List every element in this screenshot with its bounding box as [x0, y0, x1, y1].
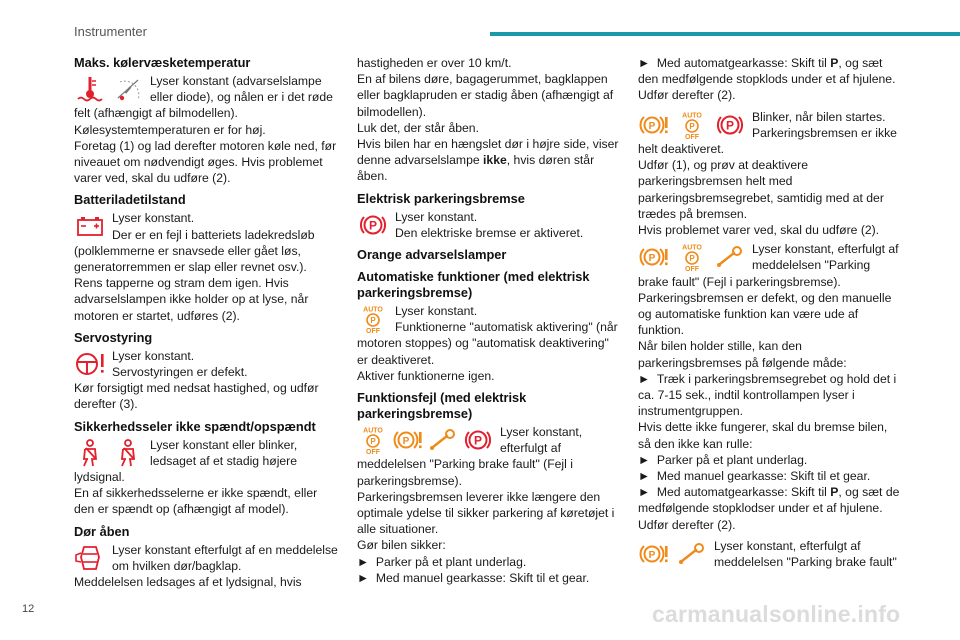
parking-brake-warning-icon [638, 539, 670, 569]
page-number: 12 [22, 603, 35, 615]
fault-bullet-1: ► Parker på et plant underlag. [357, 554, 622, 570]
door-cont1: hastigheden er over 10 km/t. [357, 56, 512, 70]
column-3 [638, 55, 900, 570]
epb-line2: Den elektriske bremse er aktiveret. [395, 225, 584, 240]
door-cont4: Hvis bilen har en hængslet dør i højre side, viser denne advarselslampe ikke, hvis døren står åben. [357, 137, 619, 184]
fault-line1: Lyser konstant, efterfulgt af meddelelsen "Parking brake fault" (Fejl i parkeringsbremse). [357, 425, 583, 488]
fault-line3: Gør bilen sikker: [357, 538, 446, 553]
seatbelt-line2: En af sikkerhedsselerne er ikke spændt, eller den er spændt op (afhængigt af model). [74, 486, 318, 517]
coolant-temperature-icon [74, 74, 106, 104]
auto-heading: Automatiske funktioner (med elektrisk parkeringsbremse) [357, 269, 590, 301]
battery-block [74, 210, 339, 275]
door-line1: Lyser konstant efterfulgt af en meddelelse om hvilken dør/bagklap. [112, 542, 338, 573]
steering-block [74, 348, 339, 380]
defect-line4: Hvis dette ikke fungerer, skal du bremse bilen, så den ikke kan rulle: [638, 420, 888, 451]
blink-line2: Udfør (1), og prøv at deaktivere parkeringsbremsen helt med parkeringsbremsegrebet, samtidig med at der trædes på bremsen. [638, 158, 884, 221]
coolant-line2: Kølesystemtemperaturen er for høj. [74, 122, 266, 137]
seatbelt-icon [112, 438, 144, 468]
door-block [74, 542, 339, 574]
coolant-line1: Lyser konstant (advarselslampe eller diode), og nålen er i det røde felt (afhængigt af bilmodellen). [74, 74, 333, 121]
auto-line2: Funktionerne "automatisk aktivering" (når motoren stoppes) og "automatisk deaktivering" er deaktiveret. [357, 320, 618, 367]
then-step-1: Udfør derefter (2). [638, 88, 736, 103]
coolant-gauge-icon [112, 74, 144, 104]
blink-block [638, 109, 900, 158]
door-cont2: En af bilens døre, bagagerummet, bagklappen eller bagklapruden er stadig åben (afhængigt af bilmodellen). [357, 72, 614, 119]
blink-line1: Blinker, når bilen startes. Parkeringsbremsen er ikke helt deaktiveret. [638, 109, 897, 157]
orange-heading: Orange advarselslamper [357, 247, 507, 263]
fault-block [357, 424, 622, 489]
parking-brake-warning-icon [392, 425, 424, 455]
auto-off-icon [357, 425, 389, 455]
seatbelt-block [74, 437, 339, 486]
door-cont3: Luk det, der står åben. [357, 120, 479, 135]
parking-brake-icon [714, 110, 746, 140]
wrench-icon [427, 425, 459, 455]
defect-bullet-1: ► Træk i parkeringsbremsegrebet og hold det i ca. 7-15 sek., indtil kontrollampen lyser i instrumentgruppen. [638, 371, 900, 420]
auto-line1: Lyser konstant. [395, 304, 478, 319]
seatbelt-icon [74, 438, 106, 468]
auto-gear-bullet: ► Med automatgearkasse: Skift til P, og sæt den medfølgende stopklods under et af hjulene. [638, 55, 900, 87]
seatbelt-heading: Sikkerhedsseler ikke spændt/opspændt [74, 418, 316, 434]
column-1 [74, 55, 339, 590]
watermark: carmanualsonline.info [652, 601, 901, 627]
defect-line2: Parkeringsbremsen er defekt, og den manuelle og automatiske funktion kan være ude af funktion. [638, 290, 892, 338]
defect-line3: Når bilen holder stille, kan den parkeringsbremses på følgende måde: [638, 339, 847, 370]
battery-line1: Lyser konstant. [112, 211, 195, 226]
epb-line1: Lyser konstant. [395, 209, 478, 224]
fault-line2: Parkeringsbremsen leverer ikke længere den optimale ydelse til sikker parkering af køretøjet i alle situationer. [357, 489, 615, 537]
battery-line2: Der er en fejl i batteriets ladekredsløb (polklemmerne er snavsede eller gået løs, generatorremmen er slap eller revnet osv.). [74, 227, 315, 275]
header-accent-bar [490, 32, 960, 36]
auto-off-icon [357, 304, 389, 334]
parking-brake-warning-icon [638, 242, 670, 272]
wrench-icon [714, 242, 746, 272]
door-open-icon [74, 543, 106, 573]
page-header [0, 0, 960, 40]
steering-line1: Lyser konstant. [112, 348, 195, 363]
parking-brake-icon [462, 425, 494, 455]
auto-block [357, 303, 622, 368]
column-2 [357, 55, 622, 586]
door-heading: Dør åben [74, 523, 130, 539]
auto-off-icon [676, 242, 708, 272]
parking-brake-icon [357, 210, 389, 240]
seatbelt-line1: Lyser konstant eller blinker, ledsaget af et stadig højere lydsignal. [74, 437, 298, 485]
blink-line3: Hvis problemet varer ved, skal du udføre (2). [638, 223, 880, 238]
battery-line3: Rens tapperne og stram dem igen. Hvis advarselslampen ikke holder op at lyse, når motoren er startet, udføres (2). [74, 276, 309, 323]
defect-line1: Lyser konstant, efterfulgt af meddelelsen "Parking brake fault" (Fejl i parkeringsbremse). [638, 242, 899, 289]
steering-line3: Kør forsigtigt med nedsat hastighed, og udfør derefter (3). [74, 381, 319, 412]
coolant-heading: Maks. kølervæsketemperatur [74, 55, 251, 70]
steering-warning-icon [74, 349, 106, 379]
epb-block [357, 209, 622, 241]
auto-off-icon [676, 110, 708, 140]
steering-heading: Servostyring [74, 329, 153, 345]
defect-bullet-2: ► Parker på et plant underlag. [638, 452, 900, 468]
defect-block [638, 241, 900, 290]
coolant-line3: Foretag (1) og lad derefter motoren køle ned, før niveauet om nødvendigt øges. Hvis problemet varer ved, skal du udføre (2). [74, 138, 337, 186]
parking-brake-warning-icon [638, 110, 670, 140]
door-line2: Meddelelsen ledsages af et lydsignal, hvis [74, 575, 302, 590]
defect-bullet-4: ► Med automatgearkasse: Skift til P, og sæt de medfølgende stopklodser under et af hjulene. [638, 484, 900, 516]
last-block [638, 538, 900, 570]
steering-line2: Servostyringen er defekt. [112, 365, 248, 380]
wrench-icon [676, 539, 708, 569]
battery-heading: Batteriladetilstand [74, 192, 186, 208]
last-line1: Lyser konstant, efterfulgt af meddelelsen "Parking brake fault" [714, 538, 897, 570]
section-title: Instrumenter [74, 24, 147, 39]
auto-line3: Aktiver funktionerne igen. [357, 368, 495, 383]
then-step-2: Udfør derefter (2). [638, 517, 736, 532]
epb-heading: Elektrisk parkeringsbremse [357, 190, 525, 206]
coolant-block [74, 73, 339, 122]
fault-heading: Funktionsfejl (med elektrisk parkeringsbremse) [357, 390, 527, 422]
battery-icon [74, 211, 106, 241]
defect-bullet-3: ► Med manuel gearkasse: Skift til et gear. [638, 468, 900, 484]
fault-bullet-2: ► Med manuel gearkasse: Skift til et gear. [357, 570, 622, 586]
